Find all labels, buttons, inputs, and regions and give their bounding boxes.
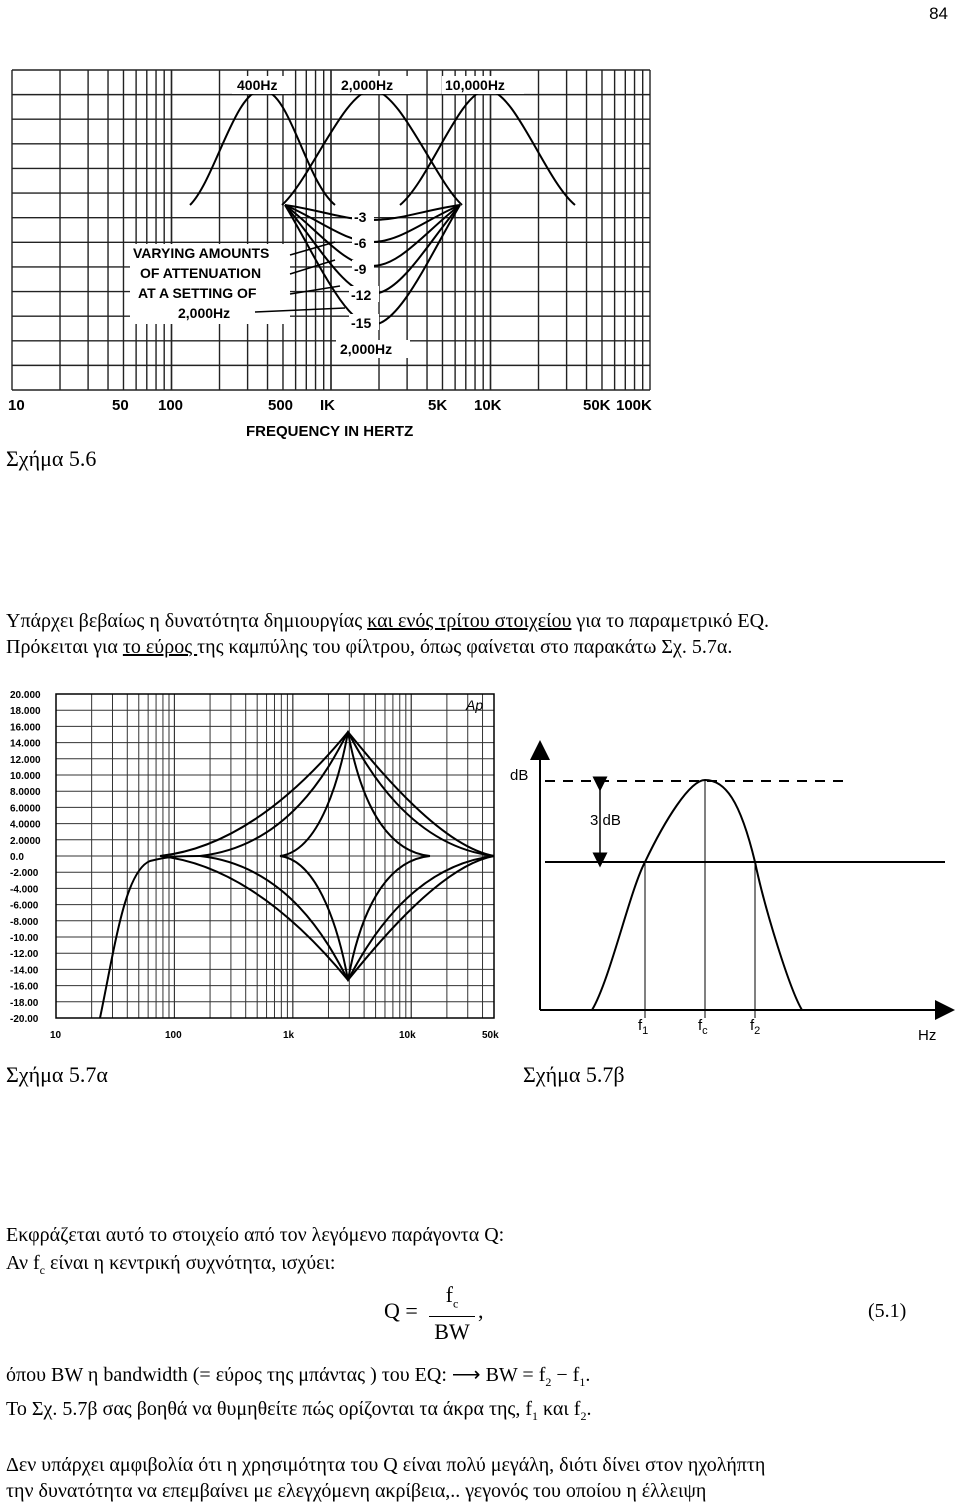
x-tick-10: 10	[8, 397, 25, 414]
label-400hz: 400Hz	[237, 77, 278, 93]
atten-label-6: -6	[354, 235, 367, 251]
y-tick-label: -20.00	[10, 1014, 39, 1025]
y-tick-label: -10.00	[10, 933, 39, 944]
figure-5-7a-legend: Ap	[466, 697, 484, 713]
annotation-line-3: AT A SETTING OF	[138, 285, 257, 301]
x-tick-100: 100	[158, 397, 184, 414]
paragraph-1-line-1: Υπάρχει βεβαίως η δυνατότητα δημιουργίας και ενός τρίτου στοιχείου για το παραμετρικό EQ.	[6, 610, 770, 632]
caption-5-7b: Σχήμα 5.7β	[523, 1062, 625, 1087]
figure-5-6-grid	[12, 70, 650, 390]
y-tick-label: 18.000	[10, 706, 41, 718]
y-tick-label: 14.000	[10, 738, 41, 750]
x-tick-50k: 50k	[482, 1030, 499, 1041]
atten-label-12: -12	[351, 287, 372, 303]
y-tick-label: -16.00	[10, 981, 39, 993]
text-q-line-2: Αν $f_c$ είναι η κεντρική συχνότητα, ισχύει:	[6, 1252, 336, 1277]
x-tick-5k: 5K	[428, 397, 448, 414]
caption-5-7a: Σχήμα 5.7α	[6, 1062, 108, 1087]
paragraph-1-line-2: Πρόκειται για το εύρος της καμπύλης του φίλτρου, όπως φαίνεται στο παρακάτω Σχ. 5.7α.	[6, 636, 733, 658]
figure-5-6-xlabel: FREQUENCY IN HERTZ	[246, 423, 414, 440]
x-tick-10k: 10K	[474, 397, 502, 414]
y-tick-label: 2.0000	[10, 835, 41, 847]
y-tick-label: -2.000	[10, 868, 39, 880]
text-q-line-4: Το Σχ. 5.7β σας βοηθά να θυμηθείτε πώς ορίζονται τα άκρα της, $f_1$ και $f_2$.	[6, 1398, 592, 1423]
x-tick-100k: 100K	[616, 397, 652, 414]
response-curve	[592, 780, 802, 1010]
text-q-line-1: Εκφράζεται αυτό το στοιχείο από τον λεγόμενο παράγοντα Q:	[6, 1224, 505, 1246]
y-tick-label: 4.0000	[10, 819, 41, 831]
equation-fraction	[429, 1282, 475, 1347]
y-tick-label: 10.000	[10, 771, 41, 782]
3db-label: 3 dB	[590, 812, 621, 829]
atten-label-3: -3	[354, 209, 367, 225]
curve-cut-mid	[200, 856, 494, 980]
equation-numerator: $f_c$	[429, 1282, 475, 1317]
equation-lhs: Q =	[384, 1298, 418, 1323]
figure-5-7a-y-ticks	[10, 690, 41, 1025]
label-2000hz: 2,000Hz	[341, 77, 394, 93]
y-tick-label: -4.000	[10, 884, 39, 896]
y-tick-label: -14.00	[10, 965, 39, 977]
caption-5-6: Σχήμα 5.6	[6, 446, 97, 471]
x-tick-10: 10	[50, 1030, 62, 1041]
label-10000hz: 10,000Hz	[445, 77, 505, 93]
equation-number: (5.1)	[868, 1300, 907, 1322]
x-tick-1k: IK	[320, 397, 335, 414]
paragraph-1	[6, 608, 769, 660]
annotation-line-1: VARYING AMOUNTS	[133, 245, 270, 261]
x-tick-1k: 1k	[283, 1030, 295, 1041]
y-tick-label: 12.000	[10, 754, 41, 766]
label-bottom-2000hz: 2,000Hz	[340, 341, 393, 357]
figure-5-6-x-ticks	[8, 397, 652, 414]
x-tick-100: 100	[165, 1030, 182, 1041]
y-tick-label: 6.0000	[10, 803, 41, 815]
f2-label: $f_2$	[750, 1017, 761, 1037]
x-tick-10k: 10k	[399, 1030, 416, 1041]
annotation-line-4: 2,000Hz	[178, 305, 231, 321]
figure-5-7a	[0, 686, 500, 1046]
text-q-line-5: Δεν υπάρχει αμφιβολία ότι η χρησιμότητα του Q είναι πολύ μεγάλη, διότι δίνει στον ηχολήπτη	[6, 1454, 766, 1476]
y-tick-label: 20.000	[10, 690, 41, 701]
x-tick-50: 50	[112, 397, 129, 414]
figure-5-7a-x-ticks	[50, 1030, 499, 1041]
y-tick-label: -18.00	[10, 997, 39, 1009]
curve-400hz	[190, 90, 335, 205]
y-tick-label: -6.000	[10, 900, 39, 912]
text-q-line-3: όπου BW η bandwidth (= εύρος της μπάντας ) του EQ: ⟶ BW = $f_2 - f_1$.	[6, 1364, 591, 1389]
equation-denominator: BW	[434, 1319, 470, 1345]
y-tick-label: 16.000	[10, 722, 41, 734]
curve-2000hz	[282, 90, 462, 205]
curve-10000hz	[400, 90, 575, 205]
annotation-line-2: OF ATTENUATION	[140, 265, 262, 281]
x-tick-500: 500	[268, 397, 294, 414]
y-tick-label: -8.000	[10, 916, 39, 928]
f1-label: $f_1$	[638, 1017, 649, 1037]
fc-label: $f_c$	[698, 1017, 708, 1037]
curve-cut-narrow	[280, 856, 430, 980]
figure-5-7b	[500, 740, 955, 1050]
y-tick-label: -12.00	[10, 949, 39, 961]
page-number: 84	[929, 4, 948, 23]
atten-label-9: -9	[354, 261, 367, 277]
curve-boost-narrow	[280, 732, 430, 856]
curve-boost-mid	[200, 732, 494, 856]
atten-label-15: -15	[351, 315, 372, 331]
equation-comma: ,	[478, 1298, 484, 1323]
x-tick-50k: 50K	[583, 397, 611, 414]
y-tick-label: 8.0000	[10, 787, 41, 799]
text-q-line-6: την δυνατότητα να επεμβαίνει με ελεγχόμενη ακρίβεια,.. γεγονός του οποίου η έλλειψη	[6, 1480, 707, 1502]
y-tick-label: 0.0	[10, 852, 24, 863]
hz-label: Hz	[918, 1027, 937, 1044]
db-label: dB	[510, 767, 529, 784]
figure-5-6	[0, 60, 670, 450]
